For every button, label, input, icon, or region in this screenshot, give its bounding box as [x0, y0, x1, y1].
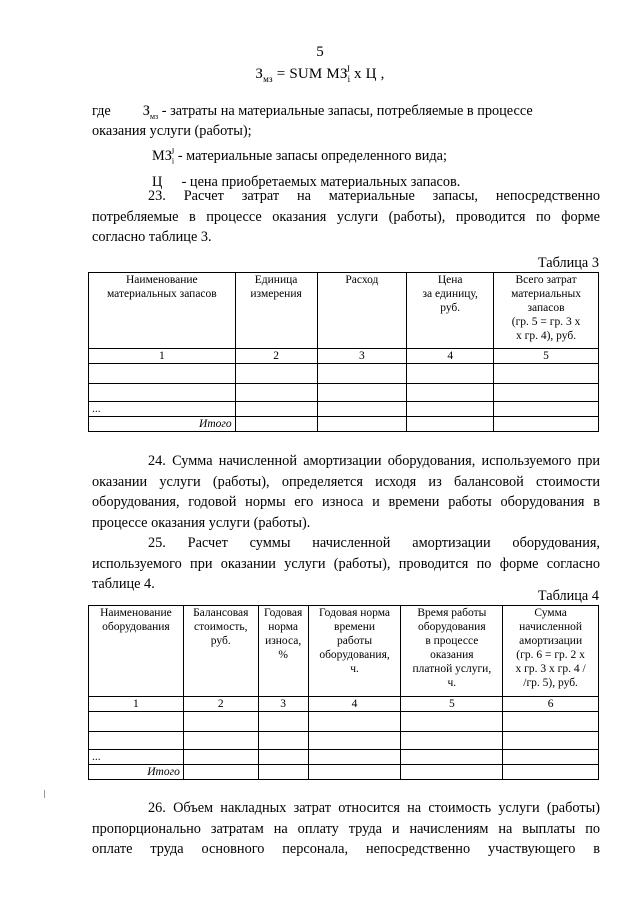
table4-total: Итого — [89, 765, 184, 780]
text-line: оплате труда основного персонала, непосредственно участвующего в — [92, 841, 600, 857]
table3-header: Всего затрат материальных запасов (гр. 5 = гр. 3 х х гр. 4), руб. — [494, 273, 599, 349]
table4-colnum: 3 — [258, 697, 308, 712]
table4-header: Сумма начисленной амортизации (гр. 6 = гр. 2 х х гр. 3 х гр. 4 / /гр. 5), руб. — [503, 606, 599, 697]
where-term-desc-cont: оказания услуги (работы); — [92, 123, 252, 139]
table4-header: Балансовая стоимость, руб. — [183, 606, 258, 697]
table3-header: Расход — [317, 273, 407, 349]
table3-header: Единица измерения — [235, 273, 317, 349]
formula-lhs: З — [255, 66, 264, 82]
text-line: 25. Расчет суммы начисленной амортизации оборудования, — [148, 535, 600, 551]
table-row — [89, 712, 599, 732]
formula — [0, 64, 640, 84]
formula-lhs-sub: мз — [263, 74, 273, 84]
page-number: 5 — [316, 44, 324, 60]
table3-colnum: 2 — [235, 349, 317, 364]
text-line: 23. Расчет затрат на материальные запасы, непосредственно — [148, 188, 600, 204]
table3-header: Наименование материальных запасов — [89, 273, 236, 349]
table4-colnum: 6 — [503, 697, 599, 712]
table-row — [89, 765, 599, 780]
where-term-desc: - затраты на материальные запасы, потребляемые в процессе — [161, 103, 533, 119]
formula-sup: J — [346, 64, 351, 74]
table-4 — [88, 605, 599, 780]
table4-header: Время работы оборудования в процессе оказания платной услуги, ч. — [401, 606, 503, 697]
table4-colnum: 4 — [308, 697, 401, 712]
table4-colnum: 5 — [401, 697, 503, 712]
where-term: З — [142, 103, 150, 119]
table3-colnum: 1 — [89, 349, 236, 364]
table3-dots: ... — [89, 402, 236, 417]
table4-colnum: 1 — [89, 697, 184, 712]
table-row — [89, 384, 599, 402]
text-line: 24. Сумма начисленной амортизации оборудования, используемого при — [148, 453, 600, 469]
text-line: оказании услуги (работы), определяется исходя из балансовой стоимости — [92, 473, 600, 490]
table4-caption: Таблица 4 — [537, 588, 599, 604]
where-intro: где — [92, 103, 111, 119]
table4-header: Годовая норма износа, % — [258, 606, 308, 697]
legend-desc: - цена приобретаемых материальных запасов. — [181, 173, 461, 190]
legend-sym: Ц — [152, 173, 163, 190]
table4-header: Наименование оборудования — [89, 606, 184, 697]
formula-eq: = SUM МЗ — [272, 66, 348, 82]
table4-dots: ... — [89, 750, 184, 765]
legend — [152, 142, 460, 192]
table-3 — [88, 272, 599, 432]
legend-item — [152, 142, 460, 172]
table3-colnum: 3 — [317, 349, 407, 364]
table-row — [89, 364, 599, 384]
table3-total: Итого — [89, 417, 236, 432]
text-line: процессе оказания услуги (работы). — [92, 514, 311, 531]
table-row — [89, 750, 599, 765]
where-term-sub: мз — [149, 111, 159, 121]
text-line: используемого при оказании услуги (работы), проводится по форме согласно — [92, 555, 600, 572]
legend-sub: i — [171, 156, 175, 166]
legend-desc: - материальные запасы определенного вида; — [177, 147, 447, 164]
text-line: таблице 4. — [92, 576, 155, 592]
table3-caption: Таблица 3 — [537, 255, 599, 271]
table3-colnum: 4 — [407, 349, 494, 364]
paragraph-24 — [92, 451, 600, 595]
legend-sym: МЗ — [152, 147, 172, 164]
table-row — [89, 417, 599, 432]
table3-colnum: 5 — [494, 349, 599, 364]
text-line: 26. Объем накладных затрат относится на стоимость услуги (работы) — [148, 800, 600, 816]
table-row — [89, 402, 599, 417]
table-row — [89, 732, 599, 750]
paragraph-23 — [92, 186, 600, 248]
margin-mark — [44, 790, 45, 798]
table3-header: Цена за единицу, руб. — [407, 273, 494, 349]
legend-sup: J — [171, 147, 175, 156]
formula-sub: i — [347, 74, 351, 84]
text-line: оборудования, годовой нормы его износа и времени работы оборудования в — [92, 494, 600, 510]
text-line: пропорционально затратам на оплату труда и начислениям на выплаты по — [92, 820, 600, 837]
table4-colnum: 2 — [183, 697, 258, 712]
text-line: потребляемые в процессе оказания услуги (работы), проводится по форме — [92, 208, 600, 225]
paragraph-26 — [92, 798, 600, 860]
text-line: согласно таблице 3. — [92, 229, 212, 245]
formula-rest: x Ц , — [350, 66, 385, 82]
table4-header: Годовая норма времени работы оборудования, ч. — [308, 606, 401, 697]
